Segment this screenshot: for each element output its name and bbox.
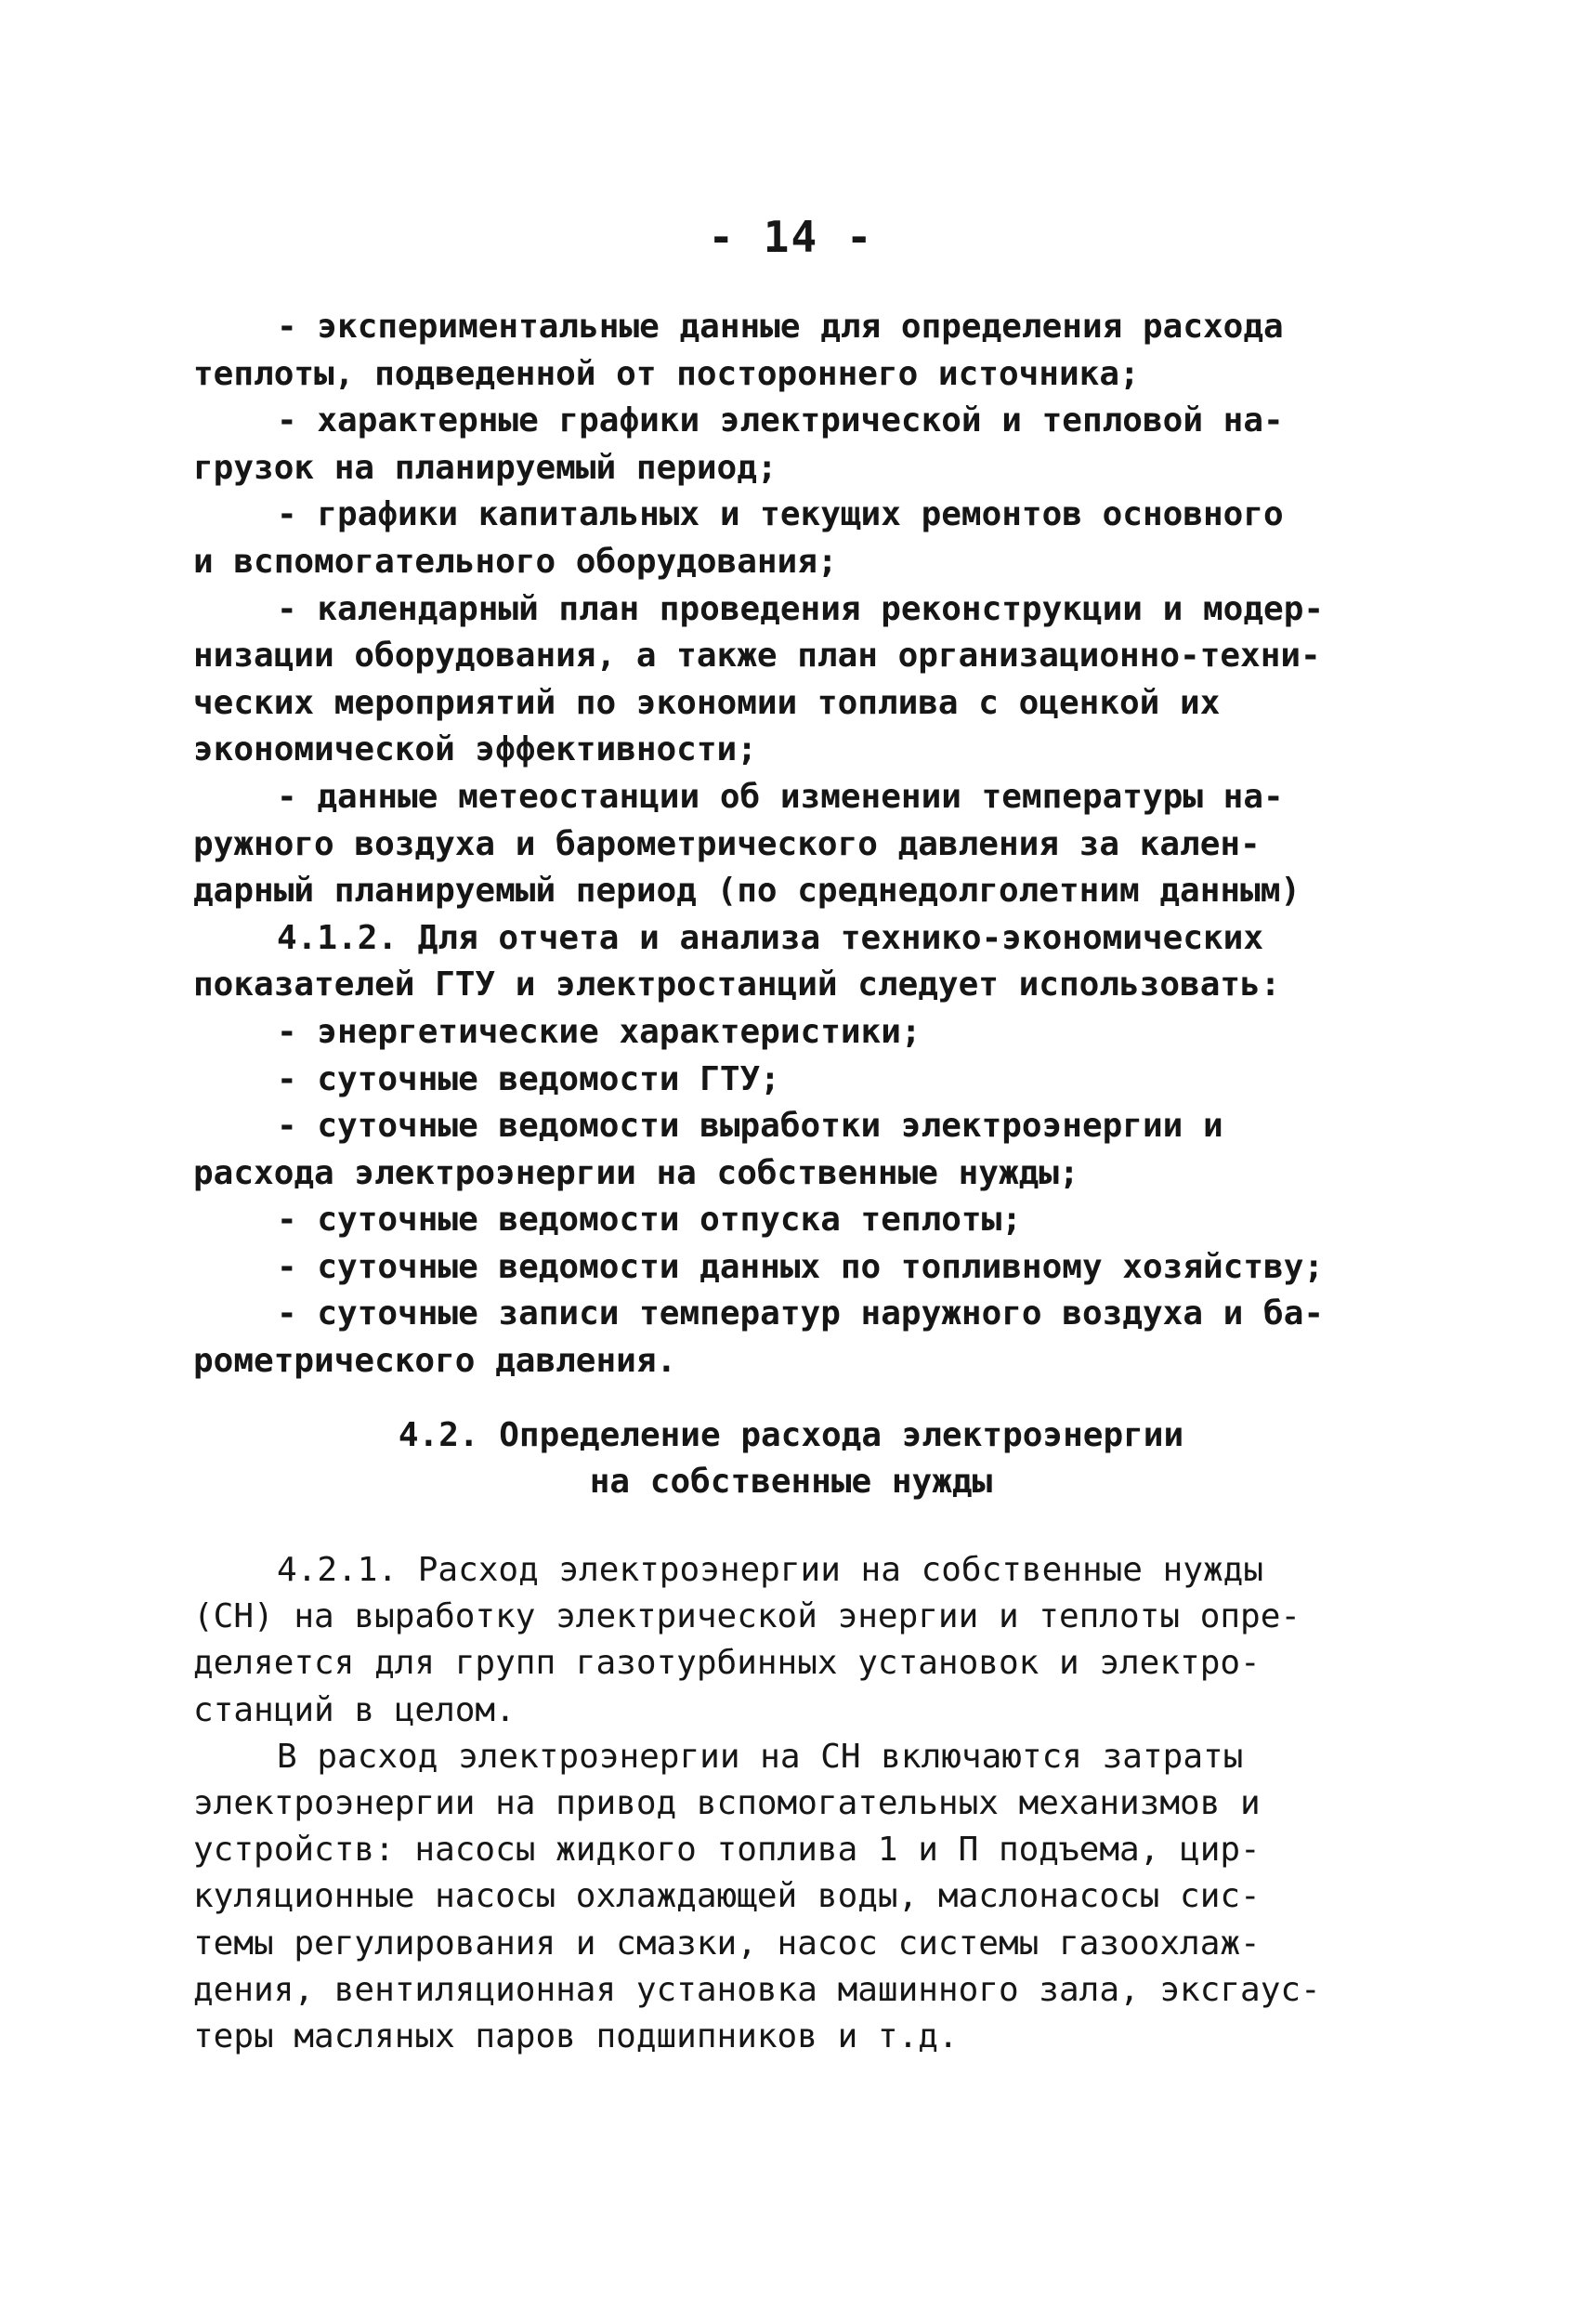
text-line: ружного воздуха и барометрического давления за кален- xyxy=(193,824,1261,863)
text-line: ческих мероприятий по экономии топлива с оценкой их xyxy=(193,683,1221,722)
text-line: - суточные ведомости отпуска теплоты; xyxy=(277,1201,1022,1240)
text-block-requirements xyxy=(193,304,1401,1385)
text-line: низации оборудования, а также план организационно-техни- xyxy=(193,637,1321,676)
text-line: станций в целом. xyxy=(193,1690,516,1729)
text-line: - характерные графики электрической и тепловой на- xyxy=(277,401,1284,440)
text-line: - экспериментальные данные для определения расхода xyxy=(277,308,1284,346)
text-line: куляционные насосы охлаждающей воды, маслонасосы сис- xyxy=(193,1877,1261,1916)
text-line: и вспомогательного оборудования; xyxy=(193,542,838,581)
text-line: - суточные записи температур наружного воздуха и ба- xyxy=(277,1294,1325,1333)
text-line: электроэнергии на привод вспомогательных механизмов и xyxy=(193,1783,1261,1822)
text-line: - энергетические характеристики; xyxy=(277,1012,922,1051)
text-line: 4.2.1. Расход электроэнергии на собственные нужды xyxy=(277,1551,1264,1589)
text-line: - данные метеостанции об изменении температуры на- xyxy=(277,777,1284,816)
text-line: расхода электроэнергии на собственные нужды; xyxy=(193,1153,1079,1192)
text-line: теплоты, подведенной от постороннего источника; xyxy=(193,354,1140,393)
text-line: теры масляных паров подшипников и т.д. xyxy=(193,2016,959,2055)
heading-line: 4.2. Определение расхода электроэнергии xyxy=(398,1416,1184,1454)
text-line: грузок на планируемый период; xyxy=(193,448,778,487)
text-line: показателей ГТУ и электростанций следует использовать: xyxy=(193,965,1281,1004)
text-line: - суточные ведомости данных по топливному хозяйству; xyxy=(277,1247,1325,1286)
text-line: деляется для групп газотурбинных установок и электро- xyxy=(193,1644,1261,1683)
text-line: 4.1.2. Для отчета и анализа технико-экономических xyxy=(277,918,1264,957)
section-heading xyxy=(0,1412,1582,1505)
text-line: - графики капитальных и текущих ремонтов основного xyxy=(277,495,1284,534)
text-line: темы регулирования и смазки, насос системы газоохлаж- xyxy=(193,1924,1261,1963)
text-line: дарный планируемый период (по среднедолголетним данным) xyxy=(193,872,1301,911)
page-number: - 14 - xyxy=(708,212,874,262)
text-line: дения, вентиляционная установка машинного зала, эксгаус- xyxy=(193,1970,1321,2009)
text-line: устройств: насосы жидкого топлива 1 и П подъема, цир- xyxy=(193,1831,1261,1870)
text-line: рометрического давления. xyxy=(193,1342,677,1381)
heading-line: на собственные нужды xyxy=(589,1463,993,1501)
text-line: экономической эффективности; xyxy=(193,730,757,769)
text-line: - суточные ведомости выработки электроэнергии и xyxy=(277,1107,1223,1146)
text-line: - суточные ведомости ГТУ; xyxy=(277,1059,780,1098)
text-line: (СН) на выработку электрической энергии и теплоты опре- xyxy=(193,1597,1301,1636)
text-line: - календарный план проведения реконструкции и модер- xyxy=(277,589,1325,628)
text-block-section-4-2-1 xyxy=(193,1547,1401,2060)
text-line: В расход электроэнергии на СН включаются затраты xyxy=(277,1737,1244,1776)
